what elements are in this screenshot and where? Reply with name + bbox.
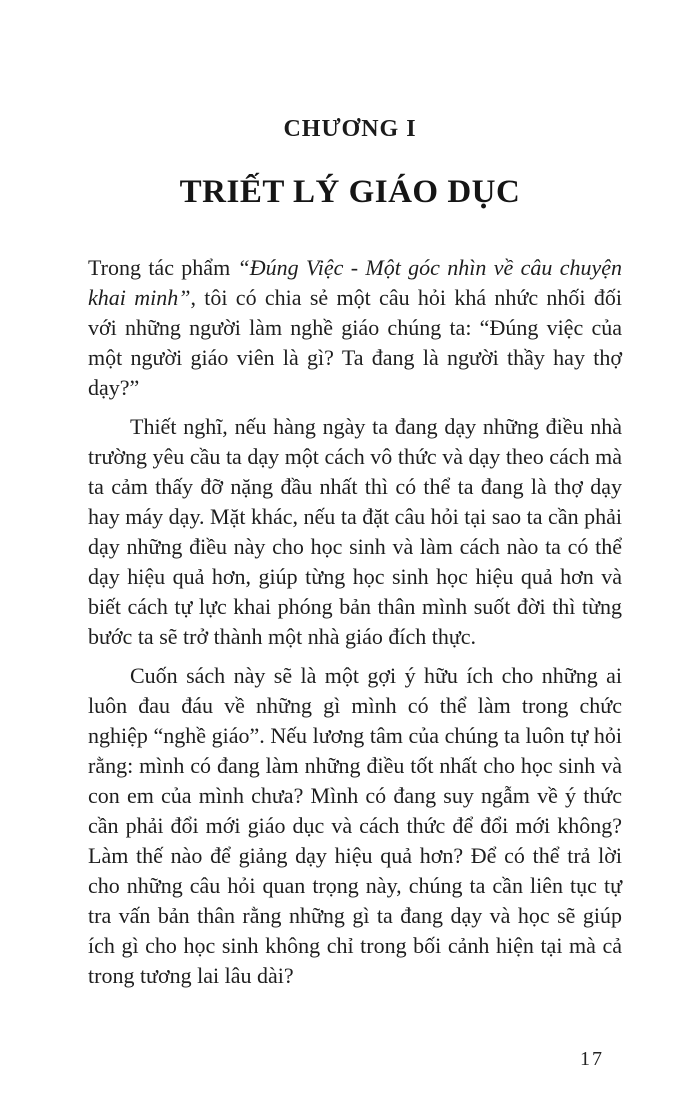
text-segment: “Đúng Việc - Một góc nhìn về câu chuyện khai minh” [88,255,622,310]
paragraph [88,661,622,991]
paragraph [88,412,622,652]
paragraph [88,253,622,403]
chapter-heading [0,0,700,211]
chapter-title: TRIẾT LÝ GIÁO DỤC [179,174,521,210]
chapter-label: CHƯƠNG I [283,116,417,142]
page-number: 17 [580,1048,604,1070]
text-segment: Trong tác phẩm [88,255,238,280]
text-segment: , tôi có chia sẻ một câu hỏi khá nhức nhối đối với những người làm nghề giáo chúng ta: “Đúng việc của một người giáo viên là gì? Ta đang là người thầy hay thợ dạy?” [88,285,622,400]
text-segment: Thiết nghĩ, nếu hàng ngày ta đang dạy những điều nhà trường yêu cầu ta dạy một cách vô thức và dạy theo cách mà ta cảm thấy đỡ nặng đầu nhất thì có thể ta đang là thợ dạy hay máy dạy. Mặt khác, nếu ta đặt câu hỏi tại sao ta cần phải dạy những điều này cho học sinh và làm cách nào ta có thể dạy hiệu quả hơn, giúp từng học sinh học hiệu quả hơn và biết cách tự lực khai phóng bản thân mình suốt đời thì từng bước ta sẽ trở thành một nhà giáo đích thực. [88,414,622,649]
text-segment: Cuốn sách này sẽ là một gợi ý hữu ích cho những ai luôn đau đáu về những gì mình có thể làm trong chức nghiệp “nghề giáo”. Nếu lương tâm của chúng ta luôn tự hỏi rằng: mình có đang làm những điều tốt nhất cho học sinh và con em của mình chưa? Mình có đang suy ngẫm về ý thức cần phải đổi mới giáo dục và cách thức để đổi mới không? Làm thế nào để giảng dạy hiệu quả hơn? Để có thể trả lời cho những câu hỏi quan trọng này, chúng ta cần liên tục tự tra vấn bản thân rằng những gì ta đang dạy và học sẽ giúp ích gì cho học sinh không chỉ trong bối cảnh hiện tại mà cả trong tương lai lâu dài? [88,663,622,988]
body-paragraphs [88,253,622,991]
